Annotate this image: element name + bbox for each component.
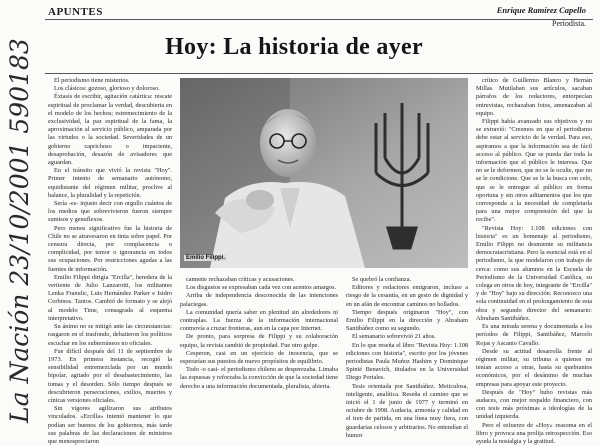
- header-rule: [45, 19, 593, 20]
- handwritten-note-text: La Nación 23/10/2001 590183: [5, 38, 34, 423]
- paragraph: El periodismo tiene misterios.: [54, 77, 130, 84]
- paragraph: crítico de Guillermo Blanco y Hernán Millas. Mutilaban sus artículos, sacaban párrafos de los redactores, entorpecían entrevistas, rechazaban fotos, amenazaban al equipo.: [476, 77, 592, 117]
- title-rule: [45, 73, 593, 74]
- paragraph: Cesperon, casi en un ejercicio de inocencia, que se esperarían sus puestos de nuevo propósitos de equilibrio.: [180, 349, 338, 366]
- paragraph: Los clásicos: gozoso, glorioso y doloroso.: [54, 85, 160, 93]
- paragraph: Los disgustos se expresaban cada vez con acentos amargos.: [186, 284, 337, 292]
- paragraph: Todo -o casi- el periodismo chileno se desperezaba. Limaba las espuesas y reforzaba la convicción de que la sociedad tiene derecho a una información documentada, pluralista, abierta.: [180, 366, 338, 390]
- paragraph: Se quebró la confianza.: [352, 276, 412, 283]
- paragraph: Pero menos significativo fue la historia de Chile no se atravesaron en tinta sobre papel. Por censura directa, por complacencia o complicidad, por temor o ignorancia en todos sus ocupaciones. Por restricciones agudas a las fuentes de información.: [48, 224, 172, 273]
- paragraph: Desde su actitud desarrolla frente al régimen militar, su tribuna a quienes no tenían acceso a otras, hasta su quebrantos económicos, por el desánimo de muchas empresas para apoyar este proyecto.: [476, 347, 592, 388]
- paragraph: Sería -es- injusto decir con orgullo cuántos de los medios que sobrevivieron fueron siempre sumisos y genuflexos.: [48, 200, 172, 224]
- article-title: Hoy: La historia de ayer: [165, 34, 423, 60]
- author-role: Periodista.: [552, 19, 586, 28]
- paragraph: La comunidad quería saber en plenitud sin alrededores ni contraplas. La fuerza de la información internacional conmovía a cruzar fronteras, aun en la capa por Internet.: [180, 308, 338, 333]
- photo-caption: Emilio Filippi.: [186, 255, 225, 261]
- article-column-1: [48, 77, 172, 445]
- portrait-image: [180, 78, 468, 268]
- paragraph: Editores y redactores emigraron, incluso a riesgo de la cesantía, en un gesto de dignidad y en un afán de encontrar caminos no hollados.: [346, 284, 468, 308]
- paragraph: Filippi había avanzado sus objetivos y no se extravió: "Creemos en que el periodismo debe estar al servicio de la verdad. Para eso, aspiramos a que la información sea de fácil acceso al público. Que se pueda dar toda la información que el público le interesa. Que no se le deformen, que no se le oculte, que no se le condicione. Que se le la busca con celo, que se le entregue al público en forma oportuna y sin otros aditamentos que los que corresponda a la necesidad de completarla para una mejor comprensión del que la recibe".: [476, 118, 592, 224]
- paragraph: Tesis orientada por Santibáñez. Meticulosa, inteligente, analítica. Reseña el camino que se inició el 1 de junio de 1977 y terminó en octubre de 1998. Audacia, armonía y calidad en el tren de partida, en una línea muy fiera, con guardarias celosos y arbitrarios. No entendían el humor: [346, 382, 468, 439]
- paragraph: camente rechazaban críticas y acusaciones.: [186, 276, 295, 283]
- paragraph: Fue difícil después del 11 de septiembre de 1973. En primera instancia, recogió la sensibilidad entremezclada por un mundo bipolar, agitado por el desabastecimiento, las tomas y el desorden. Sólo tiempo después se descubrieron persecuciones, exilios, muertes y cínicas versiones oficiales.: [48, 347, 172, 404]
- article-column-2: [180, 276, 338, 434]
- paragraph: En el tránsito que vivió la revista "Hoy". Primer intento de semanario autónomo, equidistante del régimen militar, proclive al balance, la pluralidad y la repetición.: [48, 167, 172, 199]
- section-label: APUNTES: [48, 6, 103, 18]
- paragraph: "Revista Hoy: 1.108 ediciones con historia" es un homenaje al periodismo, Emilio Filippi no desmiente su militancia democratacristiana. Pero la esencial está en el periodismo, la que modelaron con trabajo de cerca: como sus alumnos en la Escuela de Periodismo de la Universidad Católica, su colega en otros de hoy, integrante de "Ercilla" y de "Hoy" bajo su dirección. Reconozco una sola continuidad en el prolongamiento de esta obra y segundo director del semanario: Abraham Santibáñez.: [476, 224, 592, 322]
- paragraph: Arriba de independencia desconocida de las intenciones palaciegas.: [180, 292, 338, 308]
- author-name: Enrique Ramírez Capello: [496, 5, 586, 15]
- paragraph: De pronto, para sorpresa de Filippi y su colaboración equipo, la revista cambió de propiedad. Fue otro golpe.: [180, 333, 338, 349]
- article-column-4: [476, 77, 592, 445]
- paragraph: Tiempo después originaron "Hoy", con Emilio Filippi en la dirección y Abraham Santibáñez como su segundo.: [346, 308, 468, 333]
- paragraph: Éxtasis de escribir, agitación catártica: rescate espiritual de proclamar la verdad, descubierta en el modelo de los hechos; estremecimiento de la exclusividad, la paz espiritual de la fama, la aproximación al servicio público, amparada por las virtudes o la sociedad. Severidades de un gobierno caprichoso o impaciente, desaprobación, desazón de avisadores que aguardan.: [48, 93, 172, 167]
- paragraph: Emilio Filippi dirigía "Ercilla", heredera de la vertiente de Julio Lanzarotti, los militantes Lenka Franulic, Luis Hernández Parker e Isidro Corbinos. Tantos. Cambió de formato y se alejó al modelo Time, consagrada al esquema interpretativo.: [48, 273, 172, 322]
- paragraph: El semanario sobrevivió 21 años.: [352, 333, 436, 341]
- article-column-3: [346, 276, 468, 439]
- paragraph: En lo que reseña el libro "Revista Hoy: 1.108 ediciones con historia", escrito por los jóvenes periodistas Paula Muñoz Hashim y Dominique Spinié Benavich, titulados en la Universidad Diego Portales.: [346, 341, 468, 382]
- paragraph: Es una mirada serena y documentada a los períodos de Filippi, Santibáñez, Marcelo Rojas y Ascanio Cavallo.: [476, 323, 592, 347]
- paragraph: Su ánimo no se mitigó ante las circunstancias: rasgaron en el trasfondo, debatieron los políticos escuchar en los subterráneos no oficiales.: [48, 323, 172, 347]
- paragraph: Pero el esfuerzo de «Hoy» reasoma en el libro y provoca una prolija retrospección. Eso ayuda la nostalgia y la gratitud.: [476, 421, 592, 445]
- paragraph: Sin vigores agilizaron sus atributos vinculados. «Ercilla» intentó mantener lo que podían ser buenos de los gobiernos, más tarde sus palabras de las declaraciones de ministros que menospreciaron: [48, 405, 172, 445]
- article-photo: [180, 78, 468, 268]
- paragraph: Después de "Hoy" hubo revistas más audaces, con mejor respaldo financiero, con con tesis más próximas a ideologías de la unidad izquierda.: [476, 388, 592, 421]
- handwritten-annotation: [2, 18, 36, 428]
